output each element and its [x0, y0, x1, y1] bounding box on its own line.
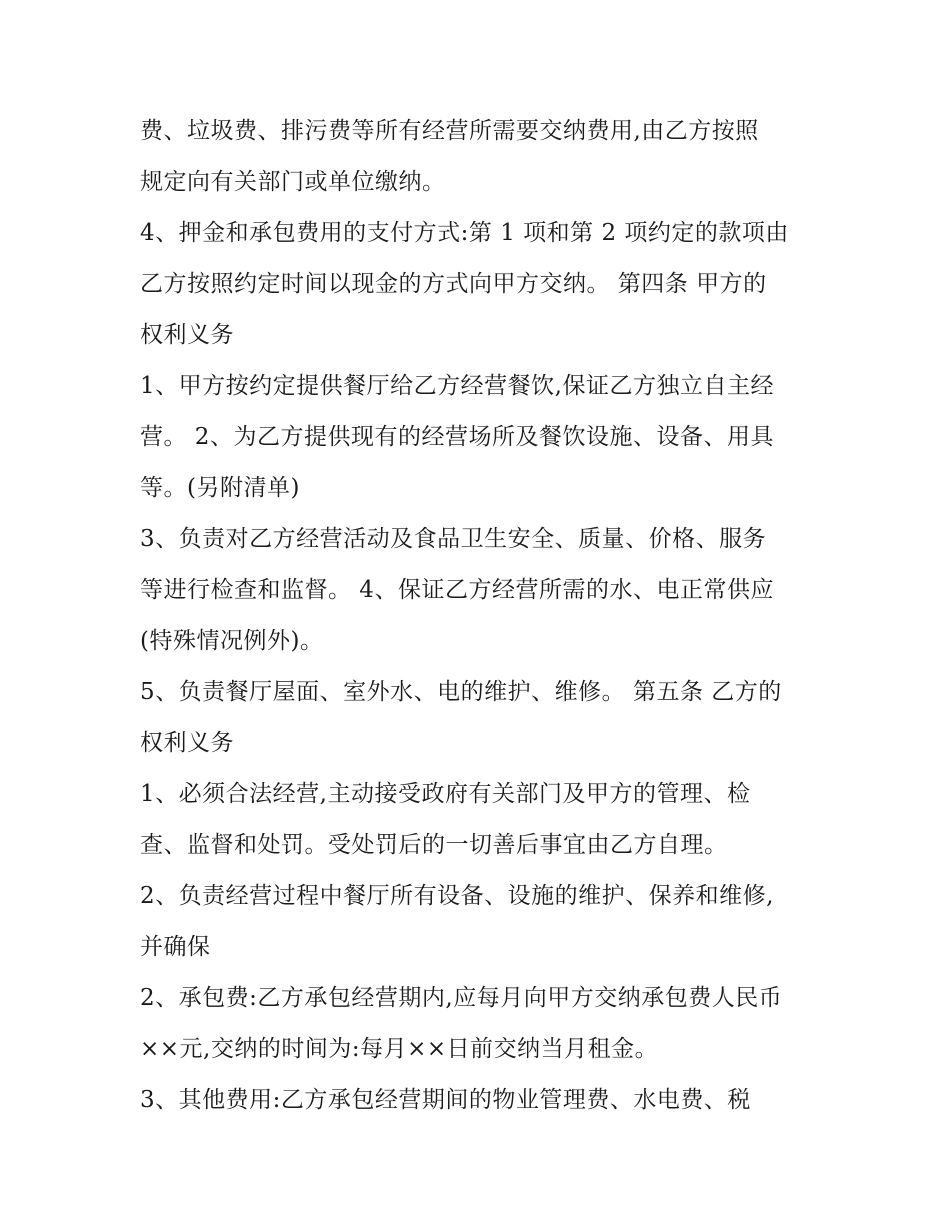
text-line: 乙方按照约定时间以现金的方式向甲方交纳。 第四条 甲方的 — [140, 271, 767, 297]
text-line: 1、甲方按约定提供餐厅给乙方经营餐饮,保证乙方独立自主经 — [140, 373, 774, 399]
text-line: 并确保 — [140, 934, 211, 960]
text-line: (特殊情况例外)。 — [140, 628, 324, 654]
text-line: 营。 2、为乙方提供现有的经营场所及餐饮设施、设备、用具 — [140, 424, 774, 450]
document-body — [140, 106, 820, 1126]
text-line: 3、负责对乙方经营活动及食品卫生安全、质量、价格、服务 — [140, 526, 767, 552]
text-line: 权利义务 — [140, 730, 234, 756]
text-line: 规定向有关部门或单位缴纳。 — [140, 169, 446, 195]
text-line: 权利义务 — [140, 322, 234, 348]
text-line: 等。(另附清单) — [140, 475, 300, 501]
text-line: 2、承包费:乙方承包经营期内,应每月向甲方交纳承包费人民币 — [140, 985, 783, 1011]
text-line: 费、垃圾费、排污费等所有经营所需要交纳费用,由乙方按照 — [140, 118, 759, 144]
text-line: 4、押金和承包费用的支付方式:第 1 项和第 2 项约定的款项由 — [140, 220, 789, 246]
text-line: ××元,交纳的时间为:每月××日前交纳当月租金。 — [140, 1036, 659, 1062]
text-line: 1、必须合法经营,主动接受政府有关部门及甲方的管理、检 — [140, 781, 751, 807]
text-line: 查、监督和处罚。受处罚后的一切善后事宜由乙方自理。 — [140, 832, 728, 858]
text-line: 5、负责餐厅屋面、室外水、电的维护、维修。 第五条 乙方的 — [140, 679, 782, 705]
text-line: 2、负责经营过程中餐厅所有设备、设施的维护、保养和维修, — [140, 883, 774, 909]
text-line: 等进行检查和监督。 4、保证乙方经营所需的水、电正常供应 — [140, 577, 774, 603]
text-line: 3、其他费用:乙方承包经营期间的物业管理费、水电费、税 — [140, 1087, 751, 1113]
